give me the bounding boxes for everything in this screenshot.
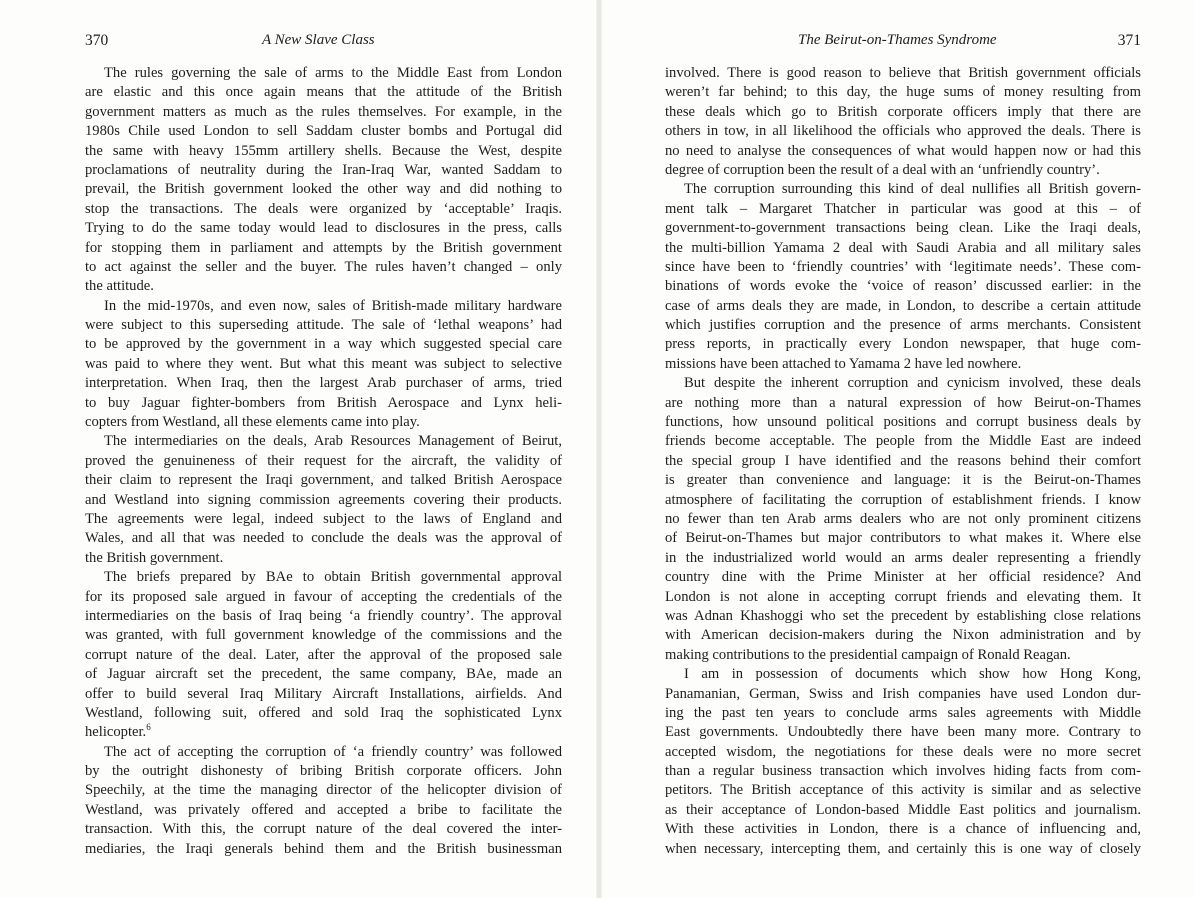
text-line	[85, 200, 562, 219]
text-line	[85, 801, 562, 820]
text-line-content: offer to build several Iraq Military Aircraft Installations, airfields. And	[85, 685, 562, 702]
text-line	[85, 665, 562, 684]
text-line-content: 1980s Chile used London to sell Saddam cluster bombs and Portugal did	[85, 123, 562, 140]
text-line	[85, 258, 562, 277]
text-line-content: was granted, with full government knowledge of the commissions and the	[85, 627, 562, 644]
text-line-content: case of arms deals they are made, in London, to describe a certain attitude	[665, 297, 1141, 314]
text-line	[85, 277, 562, 296]
text-line-content: helicopter.	[85, 724, 147, 741]
text-line	[85, 840, 562, 859]
text-line	[665, 529, 1141, 548]
text-line-content: since have been to ‘friendly countries’ with ‘legitimate needs’. These com-	[665, 258, 1141, 275]
text-line-content: the attitude.	[85, 278, 154, 295]
text-line	[85, 355, 562, 374]
text-line	[85, 316, 562, 335]
text-line	[85, 549, 562, 568]
text-line	[85, 471, 562, 490]
text-line	[665, 258, 1141, 277]
text-line	[85, 452, 562, 471]
text-line	[665, 510, 1141, 529]
text-line-content: London is not alone in accepting corrupt friends and elevating them. It	[665, 588, 1141, 605]
text-line	[665, 646, 1141, 665]
text-line	[85, 103, 562, 122]
text-line	[665, 549, 1141, 568]
text-line-content: In the mid-1970s, and even now, sales of British-made military hardware	[104, 297, 562, 314]
text-line	[85, 820, 562, 839]
right-running-title: The Beirut-on-Thames Syndrome	[798, 32, 997, 48]
text-line	[85, 239, 562, 258]
text-line-content: government-to-government transactions being clean. Like the Iraqi deals,	[665, 220, 1141, 237]
text-line	[665, 743, 1141, 762]
text-line-content: the British government.	[85, 549, 224, 566]
text-line	[85, 510, 562, 529]
text-line-content: stop the transactions. The deals were organized by ‘acceptable’ Iraqis.	[85, 200, 562, 217]
text-line	[665, 588, 1141, 607]
text-line	[85, 685, 562, 704]
text-line-content: government matters as much as the rules themselves. For example, in the	[85, 103, 562, 120]
text-line	[665, 665, 1141, 684]
text-line	[665, 277, 1141, 296]
text-line-content: their claim to represent the Iraqi government, and talked British Aerospace	[85, 472, 562, 489]
text-line	[665, 355, 1141, 374]
text-line	[665, 762, 1141, 781]
text-line	[85, 723, 562, 742]
text-line	[665, 316, 1141, 335]
text-line	[665, 704, 1141, 723]
text-line	[665, 723, 1141, 742]
text-line-content: with American decision-makers during the Nixon administration and by	[665, 627, 1141, 644]
text-line-content: East governments. Undoubtedly there have been many more. Contrary to	[665, 724, 1141, 741]
text-line-content: of Jaguar aircraft set the precedent, the same company, BAe, made an	[85, 666, 562, 683]
text-line-content: proclamations of neutrality during the Iran-Iraq War, wanted Saddam to	[85, 161, 562, 178]
text-line-content: The corruption surrounding this kind of deal nullifies all British govern-	[684, 181, 1141, 198]
text-line-content: is greater than convenience and language: it is the Beirut-on-Thames	[665, 472, 1141, 489]
text-line-content: the special group I have identified and the reasons behind their comfort	[665, 452, 1141, 469]
text-line	[85, 781, 562, 800]
text-line-content: in the industrialized world would an arms dealer representing a friendly	[665, 549, 1141, 566]
text-line-content: transaction. With this, the corrupt nature of the deal covered the inter-	[85, 821, 562, 838]
text-line	[85, 588, 562, 607]
text-line-content: I am in possession of documents which show how Hong Kong,	[684, 666, 1141, 683]
text-line-content: involved. There is good reason to believe that British government officials	[665, 65, 1141, 81]
text-line-content: The intermediaries on the deals, Arab Resources Management of Beirut,	[104, 433, 562, 450]
text-line	[85, 704, 562, 723]
text-line-content: to be approved by the government in a way which suggested special care	[85, 336, 562, 353]
left-running-head	[85, 30, 562, 54]
text-line	[665, 413, 1141, 432]
text-line-content: Trying to do the same today would lead to disclosures in the press, calls	[85, 220, 562, 237]
text-line	[85, 335, 562, 354]
text-line	[665, 820, 1141, 839]
text-line-content: no fewer than ten Arab arms dealers who are not only prominent citizens	[665, 510, 1141, 527]
footnote-marker: 6	[146, 722, 151, 733]
text-line-content: Westland, following suit, offered and sold Iraq the sophisticated Lynx	[85, 704, 562, 721]
text-line-content: these deals which go to British corporate officers imply that there are	[665, 103, 1141, 120]
text-line	[665, 103, 1141, 122]
text-line	[665, 83, 1141, 102]
left-body-text	[85, 64, 562, 859]
text-line-content: as their acceptance of London-based Middle East politics and journalism.	[665, 801, 1141, 818]
text-line	[665, 568, 1141, 587]
text-line-content: and Westland into signing commission agreements covering their products.	[85, 491, 562, 508]
text-line	[85, 568, 562, 587]
text-line-content: weren’t far behind; to this day, the huge sums of money resulting from	[665, 84, 1141, 101]
text-line	[85, 180, 562, 199]
text-line-content: others in tow, in all likelihood the officials who approved the deals. There is	[665, 123, 1141, 140]
text-line-content: press reports, in practically every London newspaper, that huge com-	[665, 336, 1141, 353]
text-line	[665, 491, 1141, 510]
text-line-content: was paid to where they went. But what this meant was subject to selective	[85, 355, 562, 372]
text-line-content: The rules governing the sale of arms to the Middle East from London	[104, 65, 562, 81]
text-line	[665, 64, 1141, 83]
text-line-content: than a regular business transaction which involves hiding facts from com-	[665, 763, 1141, 780]
text-line	[85, 374, 562, 393]
text-line-content: Wales, and all that was needed to conclude the deals was the approval of	[85, 530, 562, 547]
text-line-content: the multi-billion Yamama 2 deal with Saudi Arabia and all military sales	[665, 239, 1141, 256]
text-line-content: for its proposed sale argued in favour of accepting the credentials of the	[85, 588, 562, 605]
text-line-content: country dine with the Prime Minister at her official residence? And	[665, 569, 1141, 586]
right-running-head	[665, 30, 1141, 54]
text-line-content: Panamanian, German, Swiss and Irish companies have used London dur-	[665, 685, 1141, 702]
text-line-content: to buy Jaguar fighter-bombers from British Aerospace and Lynx heli-	[85, 394, 562, 411]
text-line	[85, 626, 562, 645]
text-line	[85, 413, 562, 432]
text-line-content: With these activities in London, there is a chance of influencing and,	[665, 821, 1141, 838]
right-body-text	[665, 64, 1141, 859]
text-line	[85, 161, 562, 180]
text-line	[85, 394, 562, 413]
text-line-content: atmosphere of facilitating the corruption of establishment friends. I know	[665, 491, 1141, 508]
text-line	[85, 83, 562, 102]
text-line-content: Westland, was privately offered and accepted a bribe to facilitate the	[85, 801, 562, 818]
text-line-content: when necessary, intercepting them, and certainly this is one way of closely	[665, 840, 1141, 857]
text-line-content: missions have been attached to Yamama 2 have led nowhere.	[665, 355, 1022, 372]
text-line	[85, 219, 562, 238]
text-line-content: Speechily, at the time the managing director of the helicopter division of	[85, 782, 562, 799]
text-line-content: of Beirut-on-Thames but major contributors to what makes it. Where else	[665, 530, 1141, 547]
text-line	[665, 297, 1141, 316]
text-line	[665, 180, 1141, 199]
text-line-content: intermediaries on the basis of Iraq being ‘a friendly country’. The approval	[85, 607, 562, 624]
text-line	[665, 122, 1141, 141]
text-line	[665, 626, 1141, 645]
text-line-content: The briefs prepared by BAe to obtain British governmental approval	[104, 569, 562, 586]
text-line	[665, 161, 1141, 180]
text-line-content: for stopping them in parliament and attempts by the British government	[85, 239, 562, 256]
text-line	[665, 781, 1141, 800]
text-line-content: are elastic and this once again means that the attitude of the British	[85, 84, 562, 101]
text-line-content: corrupt nature of the deal. Later, after the approval of the proposed sale	[85, 646, 562, 663]
text-line	[665, 607, 1141, 626]
text-line	[85, 64, 562, 83]
text-line-content: proved the genuineness of their request for the aircraft, the validity of	[85, 452, 562, 469]
text-line	[85, 743, 562, 762]
text-line-content: petitors. The British acceptance of this activity is similar and as selective	[665, 782, 1141, 799]
text-line-content: ment talk – Margaret Thatcher in particular was good at this – of	[665, 200, 1141, 217]
text-line-content: friends become acceptable. The people from the Middle East are indeed	[665, 433, 1141, 450]
text-line	[665, 432, 1141, 451]
text-line-content: were subject to this superseding attitude. The sale of ‘lethal weapons’ had	[85, 317, 562, 334]
text-line-content: The act of accepting the corruption of ‘a friendly country’ was followed	[104, 743, 562, 760]
text-line-content: which justifies corruption and the presence of arms merchants. Consistent	[665, 317, 1141, 334]
left-page	[85, 30, 562, 859]
left-running-title: A New Slave Class	[262, 32, 375, 48]
text-line	[665, 452, 1141, 471]
text-line	[85, 762, 562, 781]
text-line	[665, 685, 1141, 704]
text-line-content: by the outright dishonesty of bribing British corporate officers. John	[85, 763, 562, 780]
text-line-content: copters from Westland, all these elements came into play.	[85, 414, 420, 431]
text-line	[665, 239, 1141, 258]
text-line	[665, 471, 1141, 490]
text-line-content: the same with heavy 155mm artillery shells. Because the West, despite	[85, 142, 562, 159]
book-gutter	[596, 0, 602, 898]
text-line-content: making contributions to the presidential campaign of Ronald Reagan.	[665, 646, 1071, 663]
text-line-content: prevail, the British government looked the other way and did nothing to	[85, 181, 562, 198]
text-line-content: no need to analyse the consequences of what would happen now or had this	[665, 142, 1141, 159]
left-page-number: 370	[85, 32, 109, 49]
text-line	[665, 840, 1141, 859]
text-line-content: functions, how unsound political positions and corrupt business deals by	[665, 414, 1141, 431]
text-line	[85, 529, 562, 548]
text-line	[665, 200, 1141, 219]
text-line-content: was Adnan Khashoggi who set the precedent by establishing close relations	[665, 607, 1141, 624]
text-line-content: interpretation. When Iraq, then the largest Arab purchaser of arms, tried	[85, 375, 562, 392]
right-page-number: 371	[1117, 32, 1141, 49]
text-line	[85, 646, 562, 665]
text-line	[665, 801, 1141, 820]
text-line-content: ing the past ten years to conclude arms sales agreements with Middle	[665, 704, 1141, 721]
text-line	[85, 297, 562, 316]
text-line-content: mediaries, the Iraqi generals behind them and the British businessman	[85, 840, 562, 857]
text-line	[85, 432, 562, 451]
text-line-content: But despite the inherent corruption and cynicism involved, these deals	[684, 375, 1141, 392]
text-line-content: to act against the seller and the buyer. The rules haven’t changed – only	[85, 258, 562, 275]
text-line-content: are nothing more than a natural expression of how Beirut-on-Thames	[665, 394, 1141, 411]
text-line	[665, 374, 1141, 393]
text-line-content: binations of words evoke the ‘voice of reason’ discussed earlier: in the	[665, 278, 1141, 295]
text-line	[85, 491, 562, 510]
text-line-content: The agreements were legal, indeed subject to the laws of England and	[85, 510, 562, 527]
text-line	[665, 142, 1141, 161]
text-line	[665, 394, 1141, 413]
text-line	[85, 142, 562, 161]
right-page	[665, 30, 1141, 859]
text-line-content: accepted wisdom, the negotiations for these deals were no more secret	[665, 743, 1141, 760]
text-line	[85, 607, 562, 626]
text-line	[665, 335, 1141, 354]
text-line-content: degree of corruption been the result of a deal with an ‘unfriendly country’.	[665, 161, 1100, 178]
text-line	[665, 219, 1141, 238]
text-line	[85, 122, 562, 141]
